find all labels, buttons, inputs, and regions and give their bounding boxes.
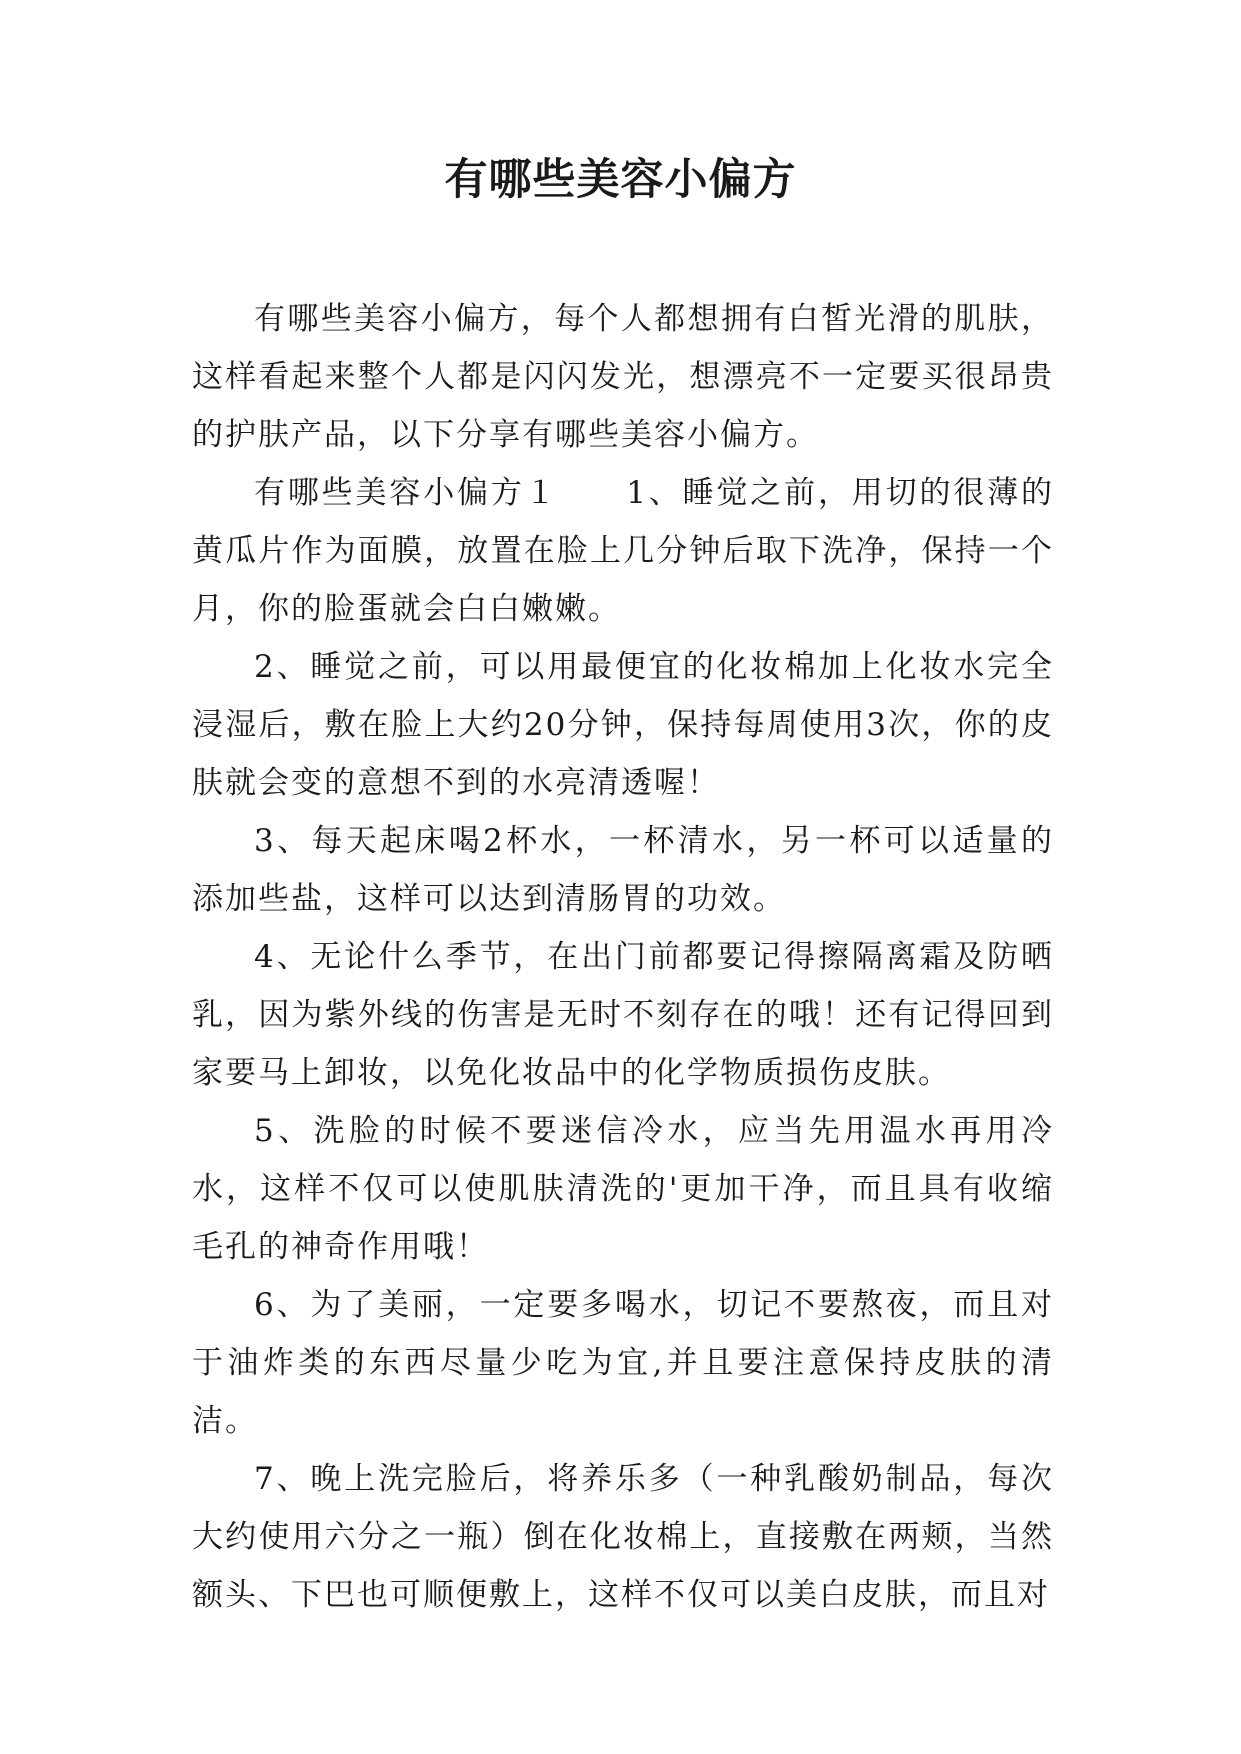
paragraph-tip-3: 3、每天起床喝2杯水，一杯清水，另一杯可以适量的添加些盐，这样可以达到清肠胃的功效。 (192, 823, 1054, 917)
paragraph-tip-2: 2、睡觉之前，可以用最便宜的化妆棉加上化妆水完全浸湿后，敷在脸上大约20分钟，保持每周使用3次，你的皮肤就会变的意想不到的水亮清透喔！ (192, 649, 1054, 801)
paragraph-tip-1: 有哪些美容小偏方１ 1、睡觉之前，用切的很薄的黄瓜片作为面膜，放置在脸上几分钟后取下洗净，保持一个月，你的脸蛋就会白白嫩嫩。 (192, 475, 1054, 627)
paragraph-tip-4: 4、无论什么季节，在出门前都要记得擦隔离霜及防晒乳，因为紫外线的伤害是无时不刻存在的哦！还有记得回到家要马上卸妆，以免化妆品中的化学物质损伤皮肤。 (192, 939, 1054, 1091)
document-body (192, 290, 1054, 1624)
paragraph-intro: 有哪些美容小偏方，每个人都想拥有白皙光滑的肌肤，这样看起来整个人都是闪闪发光，想漂亮不一定要买很昂贵的护肤产品，以下分享有哪些美容小偏方。 (192, 301, 1054, 453)
paragraph-tip-5: 5、洗脸的时候不要迷信冷水，应当先用温水再用冷水，这样不仅可以使肌肤清洗的'更加干净，而且具有收缩毛孔的神奇作用哦！ (192, 1113, 1054, 1265)
paragraph-tip-6: 6、为了美丽，一定要多喝水，切记不要熬夜，而且对于油炸类的东西尽量少吃为宜,并且要注意保持皮肤的清洁。 (192, 1287, 1054, 1439)
paragraph-tip-7: 7、晚上洗完脸后，将养乐多（一种乳酸奶制品，每次大约使用六分之一瓶）倒在化妆棉上，直接敷在两颊，当然额头、下巴也可顺便敷上，这样不仅可以美白皮肤，而且对 (192, 1461, 1054, 1613)
document-title: 有哪些美容小偏方 (444, 155, 797, 205)
